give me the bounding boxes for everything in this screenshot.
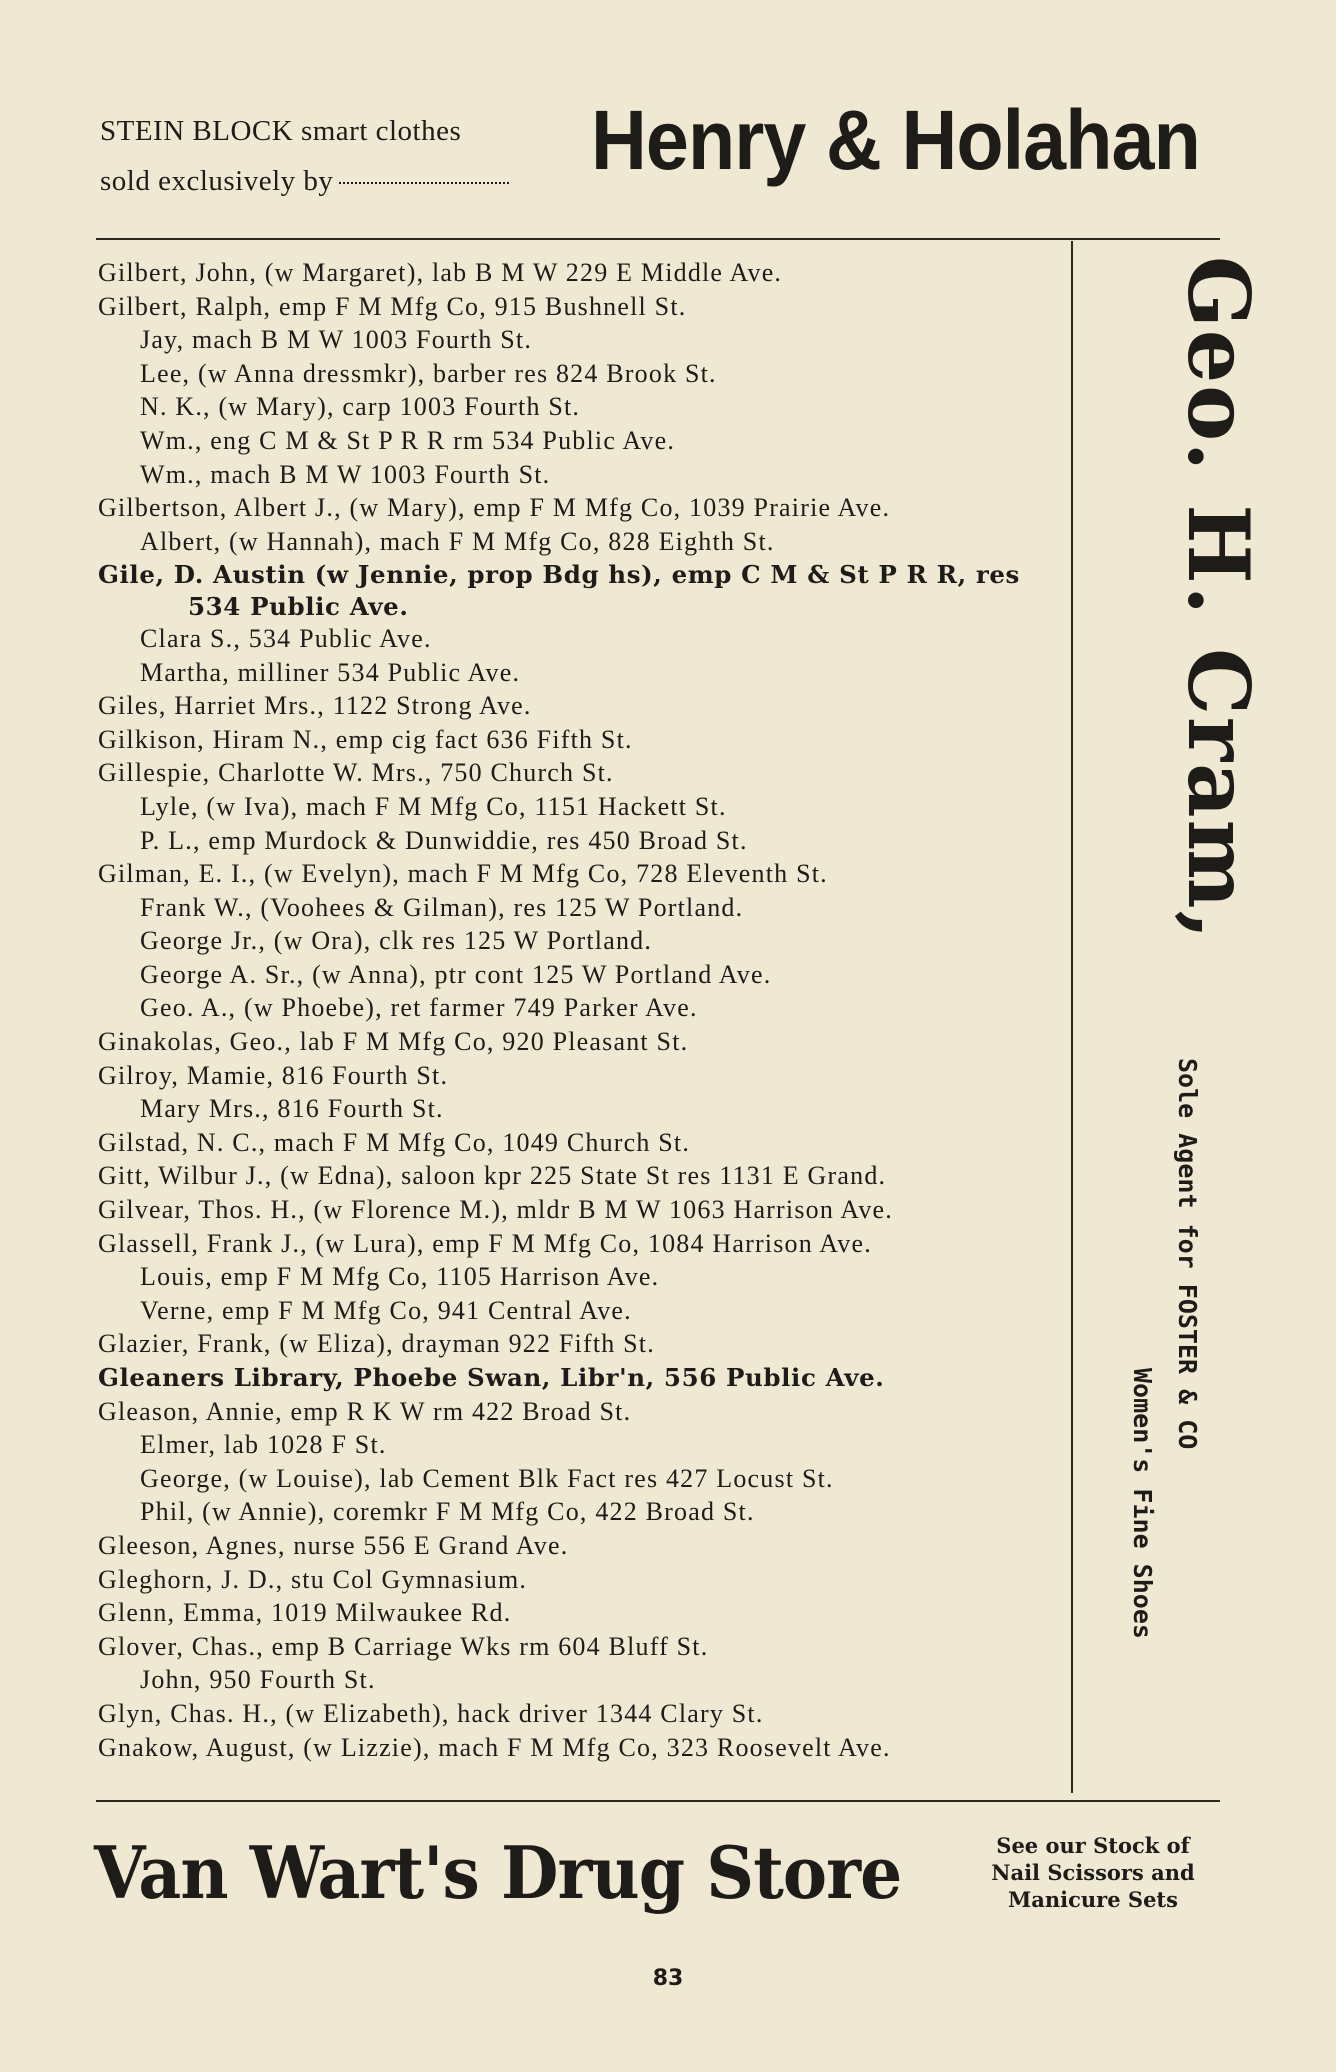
header-tagline-line2: sold exclusively by — [100, 165, 334, 197]
directory-entry: Gilbert, Ralph, emp F M Mfg Co, 915 Bushnell St. — [98, 291, 687, 321]
directory-entry: John, 950 Fourth St. — [140, 1665, 376, 1695]
directory-entry: Gitt, Wilbur J., (w Edna), saloon kpr 225 State St res 1131 E Grand. — [98, 1161, 887, 1191]
footer-store-name: Van Wart's Drug Store — [94, 1830, 902, 1915]
directory-entry: Gilroy, Mamie, 816 Fourth St. — [98, 1060, 449, 1090]
directory-entry: George, (w Louise), lab Cement Blk Fact res 427 Locust St. — [140, 1463, 834, 1493]
directory-entry: Glassell, Frank J., (w Lura), emp F M Mfg Co, 1084 Harrison Ave. — [98, 1228, 872, 1258]
header-tagline — [100, 106, 509, 206]
directory-entry: Gilbertson, Albert J., (w Mary), emp F M Mfg Co, 1039 Prairie Ave. — [98, 493, 891, 523]
directory-entry: P. L., emp Murdock & Dunwiddie, res 450 Broad St. — [140, 825, 748, 855]
directory-entry: Jay, mach B M W 1003 Fourth St. — [140, 325, 533, 355]
directory-entry: Gleghorn, J. D., stu Col Gymnasium. — [98, 1564, 528, 1594]
directory-entry: Glazier, Frank, (w Eliza), drayman 922 Fifth St. — [98, 1329, 655, 1359]
directory-entry: Lyle, (w Iva), mach F M Mfg Co, 1151 Hackett St. — [140, 791, 727, 821]
directory-entry: Gleaners Library, Phoebe Swan, Libr'n, 556 Public Ave. — [98, 1363, 885, 1392]
header-tagline-line1: STEIN BLOCK smart clothes — [100, 115, 462, 147]
directory-entry: Glover, Chas., emp B Carriage Wks rm 604 Bluff St. — [98, 1631, 709, 1661]
directory-entry: Verne, emp F M Mfg Co, 941 Central Ave. — [140, 1295, 632, 1325]
directory-entry: Gilman, E. I., (w Evelyn), mach F M Mfg Co, 728 Eleventh St. — [98, 859, 828, 889]
directory-entry: Gilvear, Thos. H., (w Florence M.), mldr B M W 1063 Harrison Ave. — [98, 1195, 893, 1225]
directory-entry: Clara S., 534 Public Ave. — [140, 623, 432, 653]
directory-entry: Elmer, lab 1028 F St. — [140, 1430, 387, 1460]
directory-listing — [98, 256, 1068, 1764]
directory-entry: Wm., mach B M W 1003 Fourth St. — [140, 459, 551, 489]
directory-entry: Albert, (w Hannah), mach F M Mfg Co, 828 Eighth St. — [140, 526, 775, 556]
header-advertisement — [96, 93, 1226, 210]
directory-entry: Lee, (w Anna dressmkr), barber res 824 Brook St. — [140, 358, 717, 388]
directory-entry: Mary Mrs., 816 Fourth St. — [140, 1094, 444, 1124]
footer-promo — [968, 1832, 1218, 1913]
bottom-rule — [96, 1800, 1220, 1802]
directory-entry: Glyn, Chas. H., (w Elizabeth), hack driver 1344 Clary St. — [98, 1698, 764, 1728]
footer-promo-line1: See our Stock of — [996, 1833, 1190, 1858]
directory-entry: Gilstad, N. C., mach F M Mfg Co, 1049 Church St. — [98, 1127, 691, 1157]
directory-entry: Martha, milliner 534 Public Ave. — [140, 657, 521, 687]
directory-entry: Phil, (w Annie), coremkr F M Mfg Co, 422 Broad St. — [140, 1497, 755, 1527]
side-ad-line1: Sole Agent for FOSTER & CO — [1173, 1058, 1202, 1450]
directory-entry: Glenn, Emma, 1019 Milwaukee Rd. — [98, 1598, 512, 1628]
side-ad-divider — [1071, 241, 1073, 1793]
page-number: 83 — [652, 1966, 684, 1991]
directory-entry: Gilkison, Hiram N., emp cig fact 636 Fifth St. — [98, 724, 633, 754]
directory-entry: Giles, Harriet Mrs., 1122 Strong Ave. — [98, 691, 532, 721]
directory-entry: Frank W., (Voohees & Gilman), res 125 W Portland. — [140, 892, 744, 922]
directory-entry: 534 Public Ave. — [188, 591, 409, 621]
directory-entry: Gillespie, Charlotte W. Mrs., 750 Church St. — [98, 758, 614, 788]
directory-entry: Wm., eng C M & St P R R rm 534 Public Ave. — [140, 425, 676, 455]
footer-promo-line3: Manicure Sets — [1008, 1887, 1178, 1912]
directory-entry: Louis, emp F M Mfg Co, 1105 Harrison Ave. — [140, 1262, 660, 1292]
directory-entry: N. K., (w Mary), carp 1003 Fourth St. — [140, 392, 581, 422]
directory-entry: George A. Sr., (w Anna), ptr cont 125 W Portland Ave. — [140, 959, 772, 989]
side-ad-line2: Women's Fine Shoes — [1128, 1368, 1157, 1639]
header-advertiser-name: Henry & Holahan — [591, 93, 1200, 187]
directory-entry: Gleason, Annie, emp R K W rm 422 Broad St. — [98, 1396, 632, 1426]
directory-entry: George Jr., (w Ora), clk res 125 W Portland. — [140, 926, 653, 956]
top-rule — [96, 238, 1220, 240]
directory-entry: Gleeson, Agnes, nurse 556 E Grand Ave. — [98, 1530, 569, 1560]
directory-entry: Gilbert, John, (w Margaret), lab B M W 229 E Middle Ave. — [98, 258, 783, 287]
directory-entry: Gnakow, August, (w Lizzie), mach F M Mfg Co, 323 Roosevelt Ave. — [98, 1732, 891, 1762]
directory-entry: Geo. A., (w Phoebe), ret farmer 749 Parker Ave. — [140, 993, 698, 1023]
directory-entry: Gile, D. Austin (w Jennie, prop Bdg hs), emp C M & St P R R, res — [98, 560, 1020, 590]
side-ad-name: Geo. H. Cram, — [1169, 256, 1268, 942]
directory-entry: Ginakolas, Geo., lab F M Mfg Co, 920 Pleasant St. — [98, 1027, 689, 1057]
dotted-leader — [339, 182, 509, 184]
footer-promo-line2: Nail Scissors and — [991, 1860, 1195, 1885]
